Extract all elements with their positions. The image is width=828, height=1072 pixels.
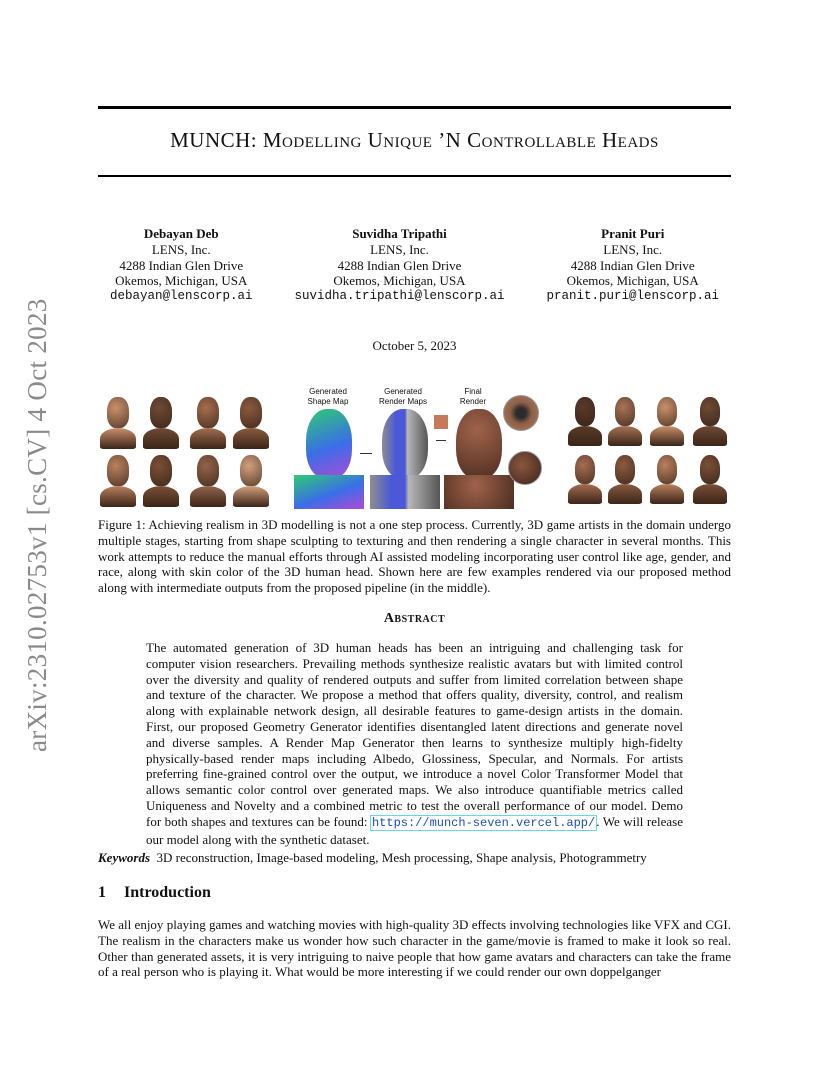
label-final-render: Final Render	[459, 387, 487, 406]
render-maps-head	[370, 409, 440, 509]
eye-detail-zoom	[503, 395, 539, 431]
rendered-head	[190, 397, 226, 451]
rendered-head	[608, 397, 642, 448]
author-name: Pranit Puri	[601, 226, 665, 241]
figure-1-image	[98, 385, 731, 510]
author-2	[294, 226, 504, 305]
author-street: 4288 Indian Glen Drive	[570, 257, 695, 273]
section-title: Introduction	[124, 884, 211, 901]
abstract-body	[146, 640, 683, 847]
rendered-head	[100, 397, 136, 451]
author-email[interactable]: suvidha.tripathi@lenscorp.ai	[294, 289, 505, 304]
author-city: Okemos, Michigan, USA	[333, 273, 466, 289]
keywords-label: Keywords	[98, 850, 150, 865]
author-name: Debayan Deb	[143, 226, 219, 241]
author-street: 4288 Indian Glen Drive	[119, 257, 244, 273]
author-block	[98, 226, 731, 305]
abstract-text: The automated generation of 3D human heads has been an intriguing and challenging task for computer vision researchers. Prevailing methods synthesize realistic avatars but with limited control over the diversity and quality of rendered outputs and suffer from limited correlation between shape and texture of the character. We propose a method that offers quality, diversity, control, and realism along with explainable network design, all desirable features to game-design artists in the domain. First, our proposed Geometry Generator identifies disentangled latent directions and generate novel and diverse samples. A Render Map Generator then learns to synthesize multiply high-fidelty physically-based render maps including Albedo, Glossiness, Specular, and Normals. For artists preferring fine-grained control over the output, we introduce a novel Color Transformer Model that allows semantic color control over generated maps. We also introduce quantifiable metrics called Uniqueness and Novelty and a combined metric to test the overall performance of our model. Demo for both shapes and textures can be found:	[146, 640, 683, 829]
paper-title: MUNCH: Modelling Unique ’N Controllable Heads	[170, 128, 659, 152]
rendered-head	[233, 455, 269, 509]
rendered-head	[568, 397, 602, 448]
abstract-tail: . We will release our model along with the synthetic dataset.	[146, 813, 683, 847]
rendered-head	[650, 455, 684, 506]
author-org: LENS, Inc.	[603, 241, 663, 257]
section-number: 1	[98, 884, 106, 901]
intro-paragraph: We all enjoy playing games and watching movies with high-quality 3D effects involving technologies like VFX and CGI. The realism in the characters make us wonder how such character in the game/movie is framed to make it look so real. Other than generated assets, it is very intriguing to naive people that how game avatars and characters can take the frame of a real person who is playing it. What would be more interesting if we could render our own doppelganger	[98, 917, 731, 980]
label-render-maps: Generated Render Maps	[378, 387, 428, 406]
author-city: Okemos, Michigan, USA	[115, 273, 248, 289]
rendered-head	[100, 455, 136, 509]
author-city: Okemos, Michigan, USA	[566, 273, 699, 289]
label-shape-map: Generated Shape Map	[307, 387, 349, 406]
author-org: LENS, Inc.	[151, 241, 211, 257]
rendered-head	[608, 455, 642, 506]
figure-caption: Figure 1: Achieving realism in 3D modelling is not a one step process. Currently, 3D game artists in the domain undergo multiple stages, starting from shape sculpting to texturing and then rendering a single character in several months. This work attempts to reduce the manual efforts through AI assisted modeling incorporating user control like age, gender, and race, along with skin color of the 3D human head. Shown here are few examples rendered via our proposed method along with intermediate outputs from the proposed pipeline (in the middle).	[98, 517, 731, 596]
author-email[interactable]: pranit.puri@lenscorp.ai	[546, 289, 719, 304]
rendered-head	[693, 455, 727, 506]
rendered-head	[693, 397, 727, 448]
rendered-head	[568, 455, 602, 506]
title-rule-top	[98, 106, 731, 109]
abstract-heading: Abstract	[383, 611, 446, 626]
keywords-line	[98, 850, 731, 866]
color-swatch	[434, 415, 448, 429]
author-org: LENS, Inc.	[370, 241, 429, 257]
section-heading	[98, 884, 211, 902]
author-1	[110, 226, 253, 305]
keywords-list: 3D reconstruction, Image-based modeling, Mesh processing, Shape analysis, Photogrammetry	[156, 850, 647, 865]
publication-date: October 5, 2023	[372, 338, 457, 353]
shape-map-head	[294, 409, 364, 509]
author-name: Suvidha Tripathi	[352, 226, 447, 241]
author-street: 4288 Indian Glen Drive	[337, 257, 462, 273]
pipeline-arrow	[360, 453, 372, 454]
arxiv-identifier: arXiv:2310.02753v1 [cs.CV] 4 Oct 2023	[22, 298, 52, 752]
rendered-head	[233, 397, 269, 451]
rendered-head	[650, 397, 684, 448]
final-render-head	[444, 409, 514, 509]
title-rule-bottom	[98, 175, 731, 177]
author-3	[546, 226, 719, 305]
pipeline-arrow	[436, 440, 446, 441]
rendered-head	[143, 455, 179, 509]
rendered-head	[190, 455, 226, 509]
skin-detail-zoom	[508, 451, 542, 485]
demo-link[interactable]: https://munch-seven.vercel.app/	[371, 815, 596, 830]
author-email[interactable]: debayan@lenscorp.ai	[110, 289, 253, 304]
rendered-head	[143, 397, 179, 451]
